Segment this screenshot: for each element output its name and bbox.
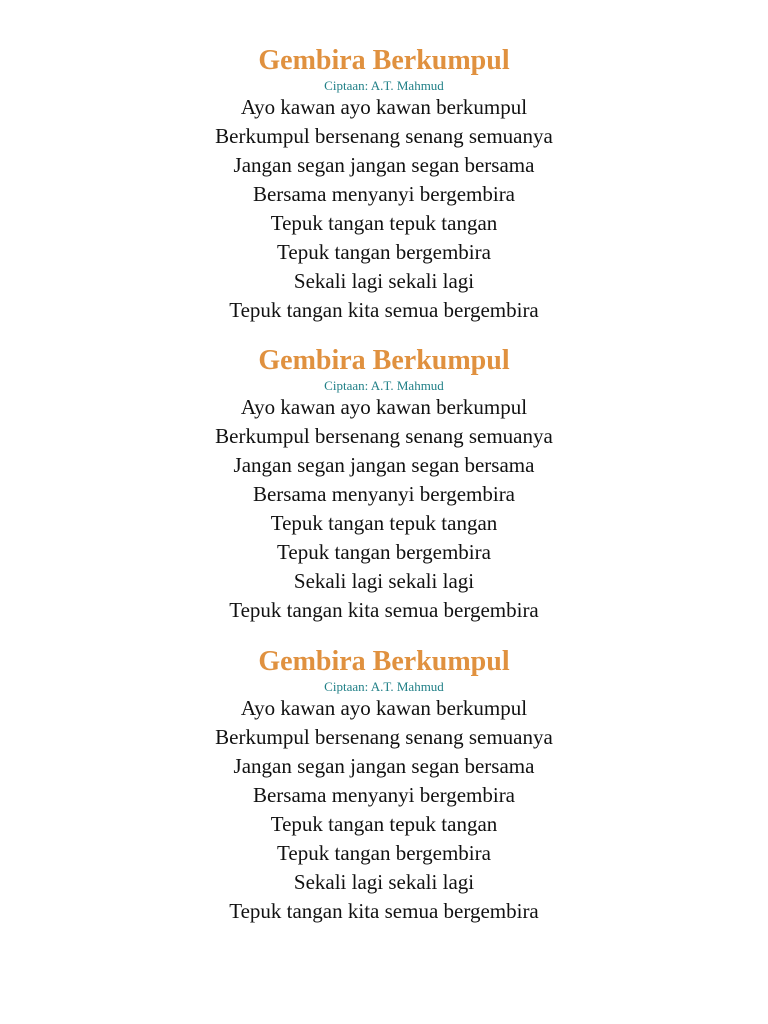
song-title: Gembira Berkumpul [258, 345, 510, 376]
lyric-line: Sekali lagi sekali lagi [293, 269, 475, 293]
lyric-lines [0, 93, 768, 325]
lyric-line: Bersama menyanyi bergembira [252, 182, 516, 206]
lyric-line: Sekali lagi sekali lagi [293, 569, 475, 593]
lyric-line: Jangan segan jangan segan bersama [233, 754, 535, 778]
lyric-line: Tepuk tangan kita semua bergembira [229, 899, 539, 923]
song-block-3 [0, 645, 768, 926]
lyric-lines [0, 393, 768, 625]
song-credit: Ciptaan: A.T. Mahmud [324, 378, 444, 393]
lyric-line: Bersama menyanyi bergembira [252, 783, 516, 807]
lyric-line: Tepuk tangan tepuk tangan [270, 211, 498, 235]
lyric-lines [0, 694, 768, 926]
lyric-line: Tepuk tangan kita semua bergembira [229, 598, 539, 622]
song-block-1 [0, 44, 768, 325]
lyric-line: Ayo kawan ayo kawan berkumpul [240, 395, 528, 419]
lyric-line: Bersama menyanyi bergembira [252, 482, 516, 506]
lyric-line: Tepuk tangan bergembira [277, 240, 491, 264]
lyric-line: Tepuk tangan bergembira [277, 540, 491, 564]
lyric-line: Ayo kawan ayo kawan berkumpul [240, 696, 528, 720]
lyric-line: Tepuk tangan tepuk tangan [270, 812, 498, 836]
song-title: Gembira Berkumpul [258, 646, 510, 677]
lyric-line: Berkumpul bersenang senang semuanya [215, 424, 553, 448]
lyric-line: Berkumpul bersenang senang semuanya [215, 124, 553, 148]
lyric-line: Tepuk tangan tepuk tangan [270, 511, 498, 535]
lyric-line: Jangan segan jangan segan bersama [233, 453, 535, 477]
song-block-2 [0, 344, 768, 625]
lyric-line: Tepuk tangan bergembira [277, 841, 491, 865]
song-credit: Ciptaan: A.T. Mahmud [324, 679, 444, 694]
lyric-line: Sekali lagi sekali lagi [293, 870, 475, 894]
lyric-line: Tepuk tangan kita semua bergembira [229, 298, 539, 322]
lyric-line: Jangan segan jangan segan bersama [233, 153, 535, 177]
lyric-line: Berkumpul bersenang senang semuanya [215, 725, 553, 749]
song-credit: Ciptaan: A.T. Mahmud [324, 78, 444, 93]
lyric-line: Ayo kawan ayo kawan berkumpul [240, 95, 528, 119]
song-title: Gembira Berkumpul [258, 45, 510, 76]
